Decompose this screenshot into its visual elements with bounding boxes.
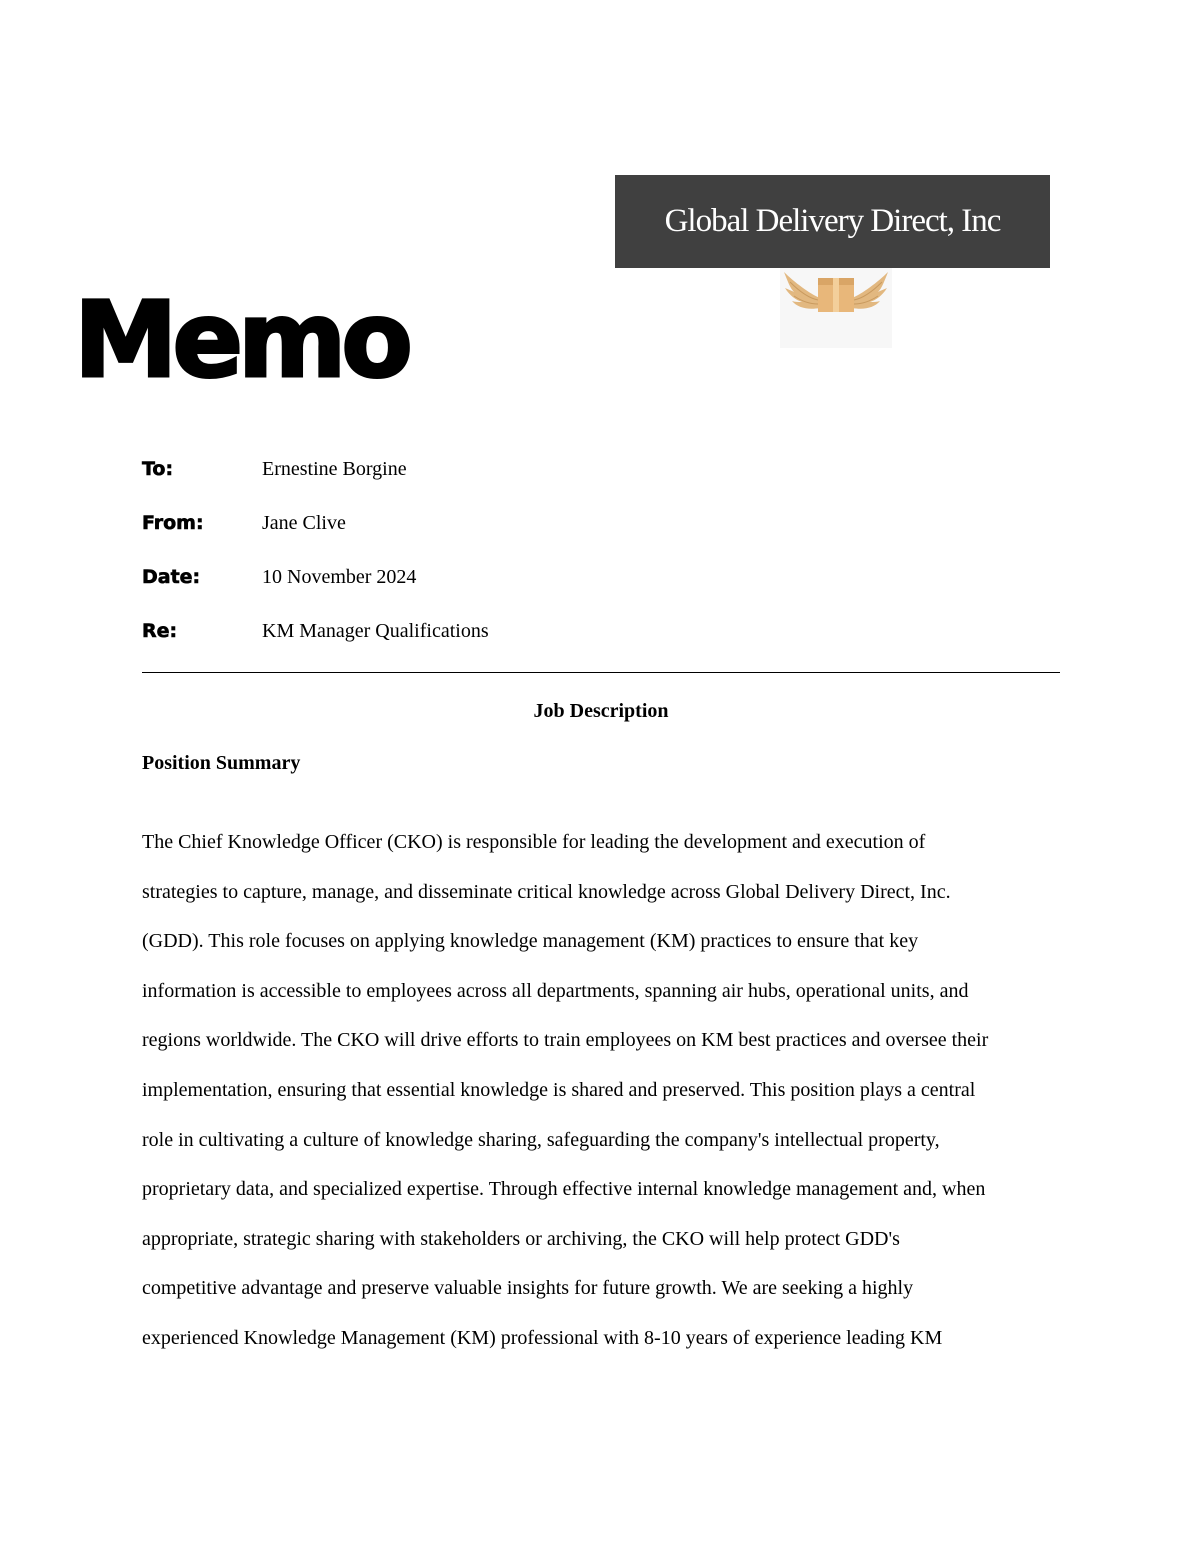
company-banner	[615, 175, 1050, 268]
date-label: Date:	[142, 566, 201, 588]
paragraph-line: competitive advantage and preserve valuable insights for future growth. We are seeking a highly	[142, 1277, 914, 1300]
memo-title: Memo	[74, 279, 408, 401]
logo-graphic	[780, 268, 892, 348]
paragraph-line: implementation, ensuring that essential knowledge is shared and preserved. This position plays a central	[142, 1078, 976, 1101]
position-summary-paragraph	[142, 818, 1060, 1364]
paragraph-line: role in cultivating a culture of knowledge sharing, safeguarding the company's intellectual property,	[142, 1128, 940, 1151]
re-row	[142, 617, 489, 645]
paragraph-line: information is accessible to employees across all departments, spanning air hubs, operational units, and	[142, 979, 969, 1002]
from-value: Jane Clive	[262, 511, 346, 534]
paragraph-line: regions worldwide. The CKO will drive efforts to train employees on KM best practices and oversee their	[142, 1029, 989, 1052]
paragraph-line: proprietary data, and specialized expertise. Through effective internal knowledge management and, when	[142, 1178, 986, 1201]
company-name: Global Delivery Direct, Inc	[664, 203, 1001, 239]
subsection-title: Position Summary	[142, 752, 301, 774]
to-value: Ernestine Borgine	[262, 457, 407, 480]
paragraph-line: The Chief Knowledge Officer (CKO) is responsible for leading the development and execution of	[142, 831, 926, 853]
date-row	[142, 563, 416, 591]
paragraph-line: appropriate, strategic sharing with stakeholders or archiving, the CKO will help protect GDD's	[142, 1227, 900, 1250]
paragraph-line: strategies to capture, manage, and disseminate critical knowledge across Global Delivery Direct, Inc.	[142, 880, 951, 903]
paragraph-line: (GDD). This role focuses on applying knowledge management (KM) practices to ensure that key	[142, 930, 919, 953]
re-label: Re:	[142, 620, 178, 642]
paragraph-line: experienced Knowledge Management (KM) professional with 8-10 years of experience leading KM	[142, 1326, 943, 1349]
to-label: To:	[142, 458, 174, 480]
header-divider	[142, 672, 1060, 673]
winged-package-icon	[780, 268, 892, 348]
from-row	[142, 509, 346, 537]
re-value: KM Manager Qualifications	[262, 619, 489, 642]
from-label: From:	[142, 512, 204, 534]
date-value: 10 November 2024	[262, 565, 417, 588]
section-title: Job Description	[533, 700, 669, 722]
to-row	[142, 455, 407, 483]
